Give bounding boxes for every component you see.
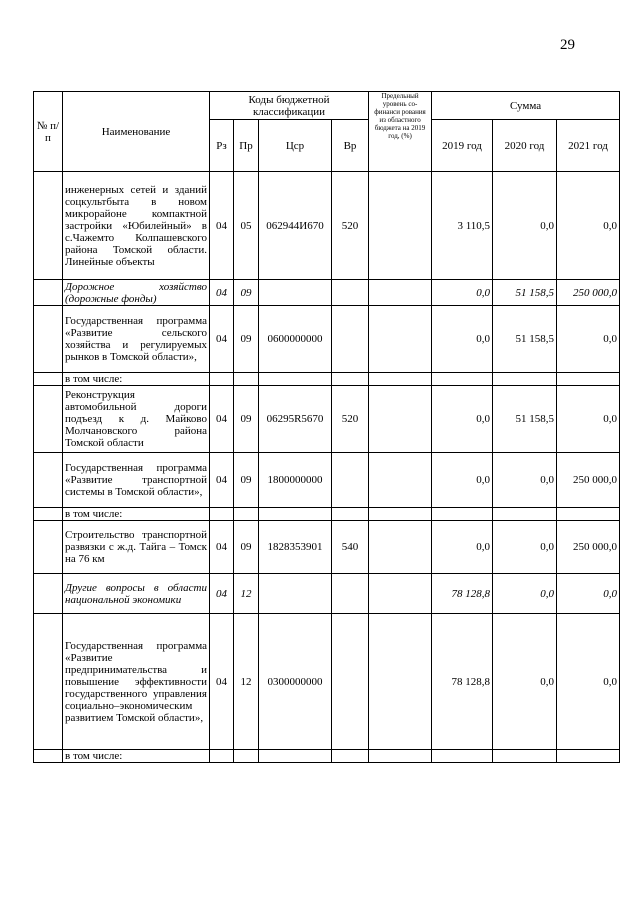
row-rz-cell: 04: [210, 574, 234, 614]
row-pct-cell: [369, 574, 432, 614]
row-num-cell: [34, 373, 63, 386]
col-rz-header: Рз: [210, 120, 234, 172]
row-vr-cell: [332, 280, 369, 306]
row-2019-cell: 0,0: [432, 521, 493, 574]
row-pr-cell: 12: [234, 614, 259, 750]
row-num-cell: [34, 574, 63, 614]
row-num-cell: [34, 306, 63, 373]
row-name-cell: Другие вопросы в области национальной экономики: [63, 574, 210, 614]
row-2021-cell: 0,0: [557, 386, 620, 453]
row-rz-cell: 04: [210, 386, 234, 453]
row-vr-cell: [332, 574, 369, 614]
row-vr-cell: [332, 306, 369, 373]
row-2020-cell: 51 158,5: [493, 306, 557, 373]
row-rz-cell: 04: [210, 521, 234, 574]
row-csr-cell: 062944И670: [259, 172, 332, 280]
table-row: [34, 521, 620, 574]
row-2019-cell: 78 128,8: [432, 574, 493, 614]
table-row: [34, 172, 620, 280]
row-vr-cell: 540: [332, 521, 369, 574]
col-name-header: Наименование: [63, 92, 210, 172]
row-rz-cell: 04: [210, 280, 234, 306]
row-num-cell: [34, 508, 63, 521]
row-name-cell: в том числе:: [63, 373, 210, 386]
row-csr-cell: 1828353901: [259, 521, 332, 574]
row-pct-cell: [369, 386, 432, 453]
row-2021-cell: 0,0: [557, 306, 620, 373]
row-2019-cell: 0,0: [432, 306, 493, 373]
col-2020-header: 2020 год: [493, 120, 557, 172]
table-row: [34, 614, 620, 750]
row-vr-cell: [332, 614, 369, 750]
row-pct-cell: [369, 280, 432, 306]
row-2020-cell: 0,0: [493, 172, 557, 280]
col-csr-header: Цср: [259, 120, 332, 172]
row-name-cell: в том числе:: [63, 508, 210, 521]
col-num-header: № п/п: [34, 92, 63, 172]
row-2020-cell: 0,0: [493, 614, 557, 750]
row-csr-cell: [259, 280, 332, 306]
row-csr-cell: [259, 574, 332, 614]
row-pr-cell: 09: [234, 280, 259, 306]
row-2021-cell: 250 000,0: [557, 453, 620, 508]
col-2019-header: 2019 год: [432, 120, 493, 172]
row-2021-cell: 250 000,0: [557, 280, 620, 306]
row-rz-cell: 04: [210, 453, 234, 508]
col-sum-header: Сумма: [432, 92, 620, 120]
row-2021-cell: 0,0: [557, 172, 620, 280]
row-num-cell: [34, 614, 63, 750]
row-pr-cell: 12: [234, 574, 259, 614]
row-pr-cell: 09: [234, 306, 259, 373]
row-2020-cell: 51 158,5: [493, 386, 557, 453]
row-2019-cell: 78 128,8: [432, 614, 493, 750]
row-name-cell: Строительство транспортной развязки с ж.д. Тайга – Томск на 76 км: [63, 521, 210, 574]
row-csr-cell: 0600000000: [259, 306, 332, 373]
row-csr-cell: 06295R5670: [259, 386, 332, 453]
row-csr-cell: 0300000000: [259, 614, 332, 750]
table-row: [34, 386, 620, 453]
row-pct-cell: [369, 453, 432, 508]
col-limit-header: Предельный уровень со-финанси рования из областного бюджета на 2019 год, (%): [369, 92, 432, 172]
row-2019-cell: 3 110,5: [432, 172, 493, 280]
col-2021-header: 2021 год: [557, 120, 620, 172]
row-pct-cell: [369, 306, 432, 373]
col-pr-header: Пр: [234, 120, 259, 172]
row-pr-cell: 09: [234, 453, 259, 508]
row-2019-cell: 0,0: [432, 453, 493, 508]
row-2021-cell: 250 000,0: [557, 521, 620, 574]
row-2019-cell: 0,0: [432, 280, 493, 306]
table-row: [34, 373, 620, 386]
row-2019-cell: 0,0: [432, 386, 493, 453]
col-codes-header: Коды бюджетной классификации: [210, 92, 369, 120]
row-pr-cell: 05: [234, 172, 259, 280]
row-rz-cell: 04: [210, 172, 234, 280]
row-2020-cell: 51 158,5: [493, 280, 557, 306]
row-2021-cell: 0,0: [557, 614, 620, 750]
row-pr-cell: 09: [234, 386, 259, 453]
row-vr-cell: 520: [332, 172, 369, 280]
row-pct-cell: [369, 614, 432, 750]
row-pct-cell: [369, 172, 432, 280]
row-csr-cell: 1800000000: [259, 453, 332, 508]
row-name-cell: Реконструкция автомобильной дороги подъезд к д. Майково Молчановского района Томской области: [63, 386, 210, 453]
row-vr-cell: [332, 453, 369, 508]
row-pr-cell: 09: [234, 521, 259, 574]
table-row: [34, 750, 620, 763]
row-name-cell: Государственная программа «Развитие предпринимательства и повышение эффективности государственного управления социально–экономическим развитием Томской области»,: [63, 614, 210, 750]
row-2020-cell: 0,0: [493, 453, 557, 508]
row-name-cell: Государственная программа «Развитие сельского хозяйства и регулируемых рынков в Томской области»,: [63, 306, 210, 373]
row-rz-cell: 04: [210, 614, 234, 750]
row-name-cell: в том числе:: [63, 750, 210, 763]
row-name-cell: инженерных сетей и зданий соцкультбыта в новом микрорайоне компактной застройки «Юбилейный» в с.Чажемто Колпашевского района Томской области. Линейные объекты: [63, 172, 210, 280]
row-num-cell: [34, 750, 63, 763]
row-pct-cell: [369, 521, 432, 574]
row-rz-cell: 04: [210, 306, 234, 373]
table-row: [34, 306, 620, 373]
row-num-cell: [34, 453, 63, 508]
row-num-cell: [34, 386, 63, 453]
col-vr-header: Вр: [332, 120, 369, 172]
row-num-cell: [34, 280, 63, 306]
row-2021-cell: 0,0: [557, 574, 620, 614]
row-num-cell: [34, 172, 63, 280]
budget-table: [33, 91, 620, 763]
row-vr-cell: 520: [332, 386, 369, 453]
row-2020-cell: 0,0: [493, 521, 557, 574]
table-row: [34, 280, 620, 306]
row-name-cell: Дорожное хозяйство (дорожные фонды): [63, 280, 210, 306]
table-row: [34, 574, 620, 614]
row-2020-cell: 0,0: [493, 574, 557, 614]
row-num-cell: [34, 521, 63, 574]
row-name-cell: Государственная программа «Развитие транспортной системы в Томской области»,: [63, 453, 210, 508]
page-number: 29: [560, 37, 575, 53]
table-row: [34, 453, 620, 508]
table-row: [34, 508, 620, 521]
